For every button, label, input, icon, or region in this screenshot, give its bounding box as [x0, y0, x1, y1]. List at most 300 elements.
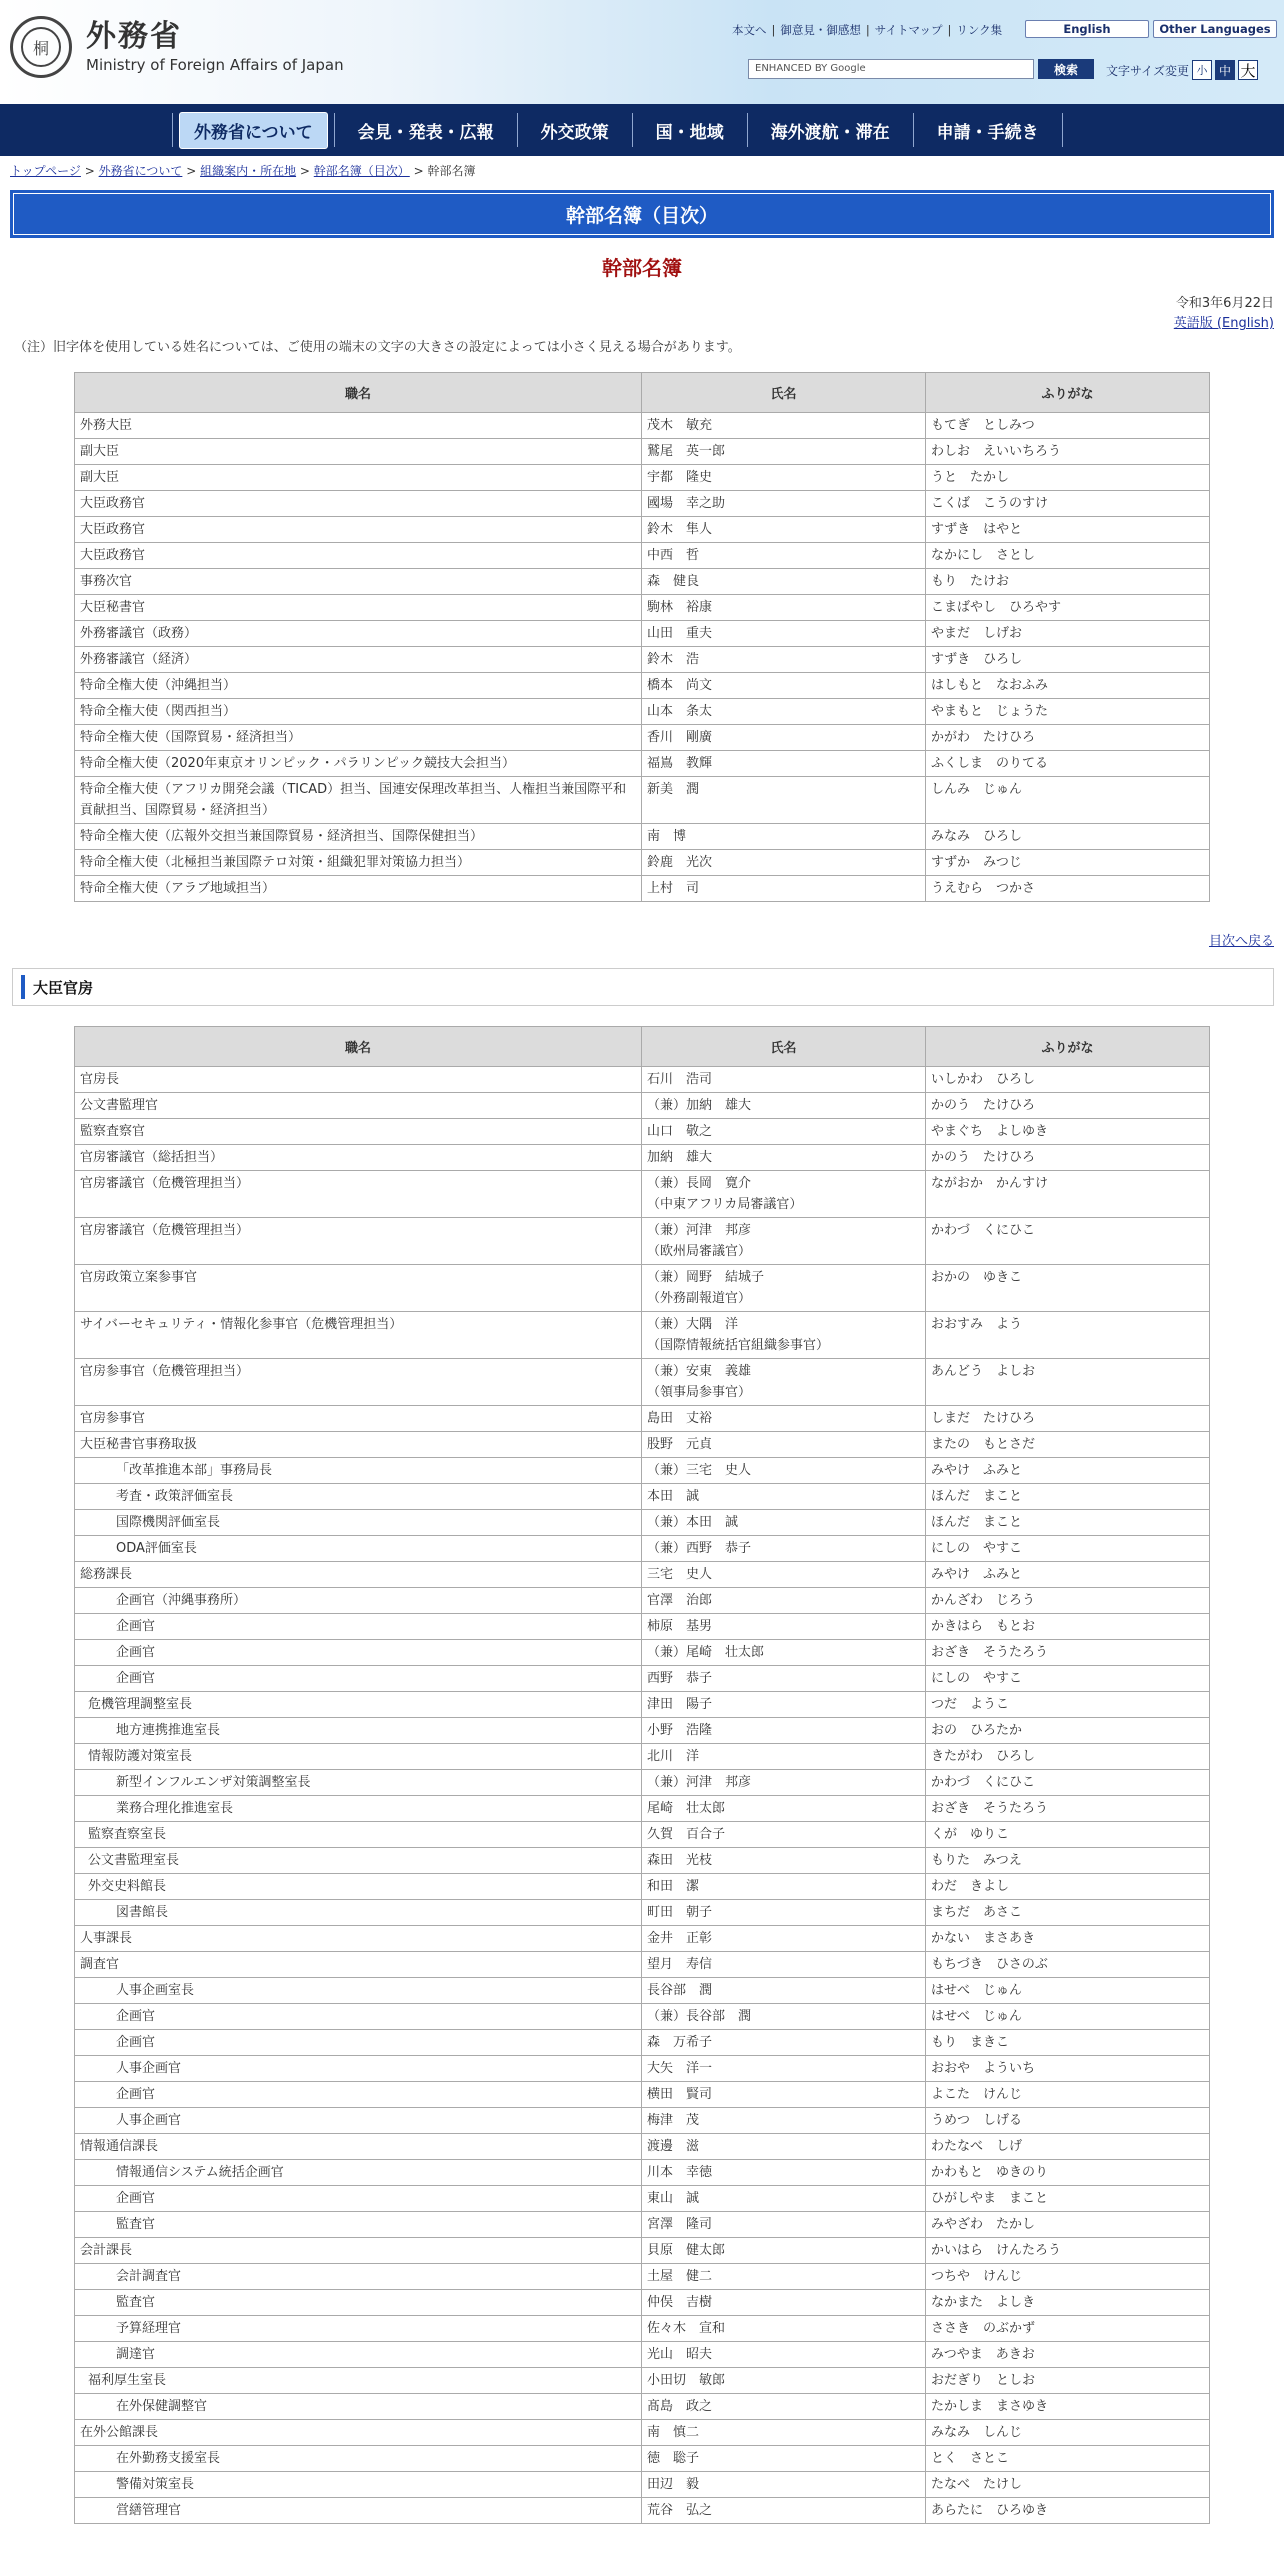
table-row	[75, 1218, 1210, 1265]
furigana-cell: かいはら けんたろう	[926, 2238, 1210, 2264]
table-row	[75, 517, 1210, 543]
furigana-cell: みつやま あきお	[926, 2342, 1210, 2368]
position-cell: 在外勤務支援室長	[75, 2446, 642, 2472]
furigana-cell: みなみ しんじ	[926, 2420, 1210, 2446]
name-cell: （兼）長岡 寛介 （中東アフリカ局審議官）	[642, 1171, 926, 1218]
furigana-cell: はせべ じゅん	[926, 2004, 1210, 2030]
position-cell: 福利厚生室長	[75, 2368, 642, 2394]
name-cell: 石川 浩司	[642, 1067, 926, 1093]
furigana-cell: いしかわ ひろし	[926, 1067, 1210, 1093]
furigana-cell: あんどう よしお	[926, 1359, 1210, 1406]
name-cell: 橋本 尚文	[642, 673, 926, 699]
name-cell: 中西 哲	[642, 543, 926, 569]
feedback-link[interactable]: 御意見・御感想	[780, 23, 861, 37]
furigana-cell: わたなべ しげ	[926, 2134, 1210, 2160]
furigana-cell: かわもと ゆきのり	[926, 2160, 1210, 2186]
name-cell: 荒谷 弘之	[642, 2498, 926, 2524]
position-cell: 外務審議官（政務）	[75, 621, 642, 647]
name-cell: （兼）安東 義雄 （領事局参事官）	[642, 1359, 926, 1406]
furigana-cell: おの ひろたか	[926, 1718, 1210, 1744]
position-cell: 情報防護対策室長	[75, 1744, 642, 1770]
table-row	[75, 824, 1210, 850]
position-cell: 調達官	[75, 2342, 642, 2368]
furigana-cell: あらたに ひろゆき	[926, 2498, 1210, 2524]
position-cell: 大臣政務官	[75, 543, 642, 569]
name-cell: 小田切 敏郎	[642, 2368, 926, 2394]
position-cell: 在外保健調整官	[75, 2394, 642, 2420]
column-header-furigana: ふりがな	[926, 373, 1210, 413]
position-cell: 調査官	[75, 1952, 642, 1978]
secretariat-table	[74, 1026, 1210, 2524]
font-size-large-button[interactable]: 大	[1238, 60, 1258, 80]
name-cell: （兼）西野 恭子	[642, 1536, 926, 1562]
back-to-index-link[interactable]: 目次へ戻る	[1208, 934, 1274, 949]
furigana-cell: ほんだ まこと	[926, 1510, 1210, 1536]
name-cell: 本田 誠	[642, 1484, 926, 1510]
table-row	[75, 1536, 1210, 1562]
position-cell: 副大臣	[75, 439, 642, 465]
nav-countries-regions[interactable]: 国・地域	[633, 113, 748, 147]
name-cell: 北川 洋	[642, 1744, 926, 1770]
table-row	[75, 699, 1210, 725]
name-cell: （兼）三宅 史人	[642, 1458, 926, 1484]
position-cell: 監察査察官	[75, 1119, 642, 1145]
position-cell: 監査官	[75, 2212, 642, 2238]
furigana-cell: たかしま まさゆき	[926, 2394, 1210, 2420]
position-cell: 外交史料館長	[75, 1874, 642, 1900]
table-row	[75, 1359, 1210, 1406]
position-cell: 公文書監理室長	[75, 1848, 642, 1874]
table-row	[75, 2394, 1210, 2420]
furigana-cell: おかの ゆきこ	[926, 1265, 1210, 1312]
name-cell: 久賀 百合子	[642, 1822, 926, 1848]
position-cell: 事務次官	[75, 569, 642, 595]
furigana-cell: とく さとこ	[926, 2446, 1210, 2472]
furigana-cell: おざき そうたろう	[926, 1796, 1210, 1822]
name-cell: 新美 潤	[642, 777, 926, 824]
position-cell: 官房審議官（危機管理担当）	[75, 1218, 642, 1265]
position-cell: 特命全権大使（国際貿易・経済担当）	[75, 725, 642, 751]
table-row	[75, 543, 1210, 569]
global-nav	[0, 104, 1284, 156]
links-link[interactable]: リンク集	[956, 23, 1003, 37]
furigana-cell: しんみ じゅん	[926, 777, 1210, 824]
name-cell: 小野 浩隆	[642, 1718, 926, 1744]
search-input[interactable]: ENHANCED BY Google	[748, 59, 1034, 79]
furigana-cell: かのう たけひろ	[926, 1093, 1210, 1119]
table-row	[75, 1265, 1210, 1312]
table-row	[75, 725, 1210, 751]
name-cell: 髙島 政之	[642, 2394, 926, 2420]
name-cell: 福嶌 教輝	[642, 751, 926, 777]
position-cell: 情報通信課長	[75, 2134, 642, 2160]
column-header-name: 氏名	[642, 373, 926, 413]
furigana-cell: こくば こうのすけ	[926, 491, 1210, 517]
table-row	[75, 2160, 1210, 2186]
furigana-cell: みなみ ひろし	[926, 824, 1210, 850]
font-size-label: 文字サイズ変更	[1106, 63, 1190, 78]
position-cell: 特命全権大使（2020年東京オリンピック・パラリンピック競技大会担当）	[75, 751, 642, 777]
table-row	[75, 2004, 1210, 2030]
name-cell: 駒林 裕康	[642, 595, 926, 621]
table-row	[75, 1510, 1210, 1536]
name-cell: 山本 条太	[642, 699, 926, 725]
position-cell: 官房参事官	[75, 1406, 642, 1432]
name-cell: 東山 誠	[642, 2186, 926, 2212]
english-version-link[interactable]: 英語版 (English)	[1173, 316, 1274, 331]
position-cell: 考査・政策評価室長	[75, 1484, 642, 1510]
name-cell: 茂木 敏充	[642, 413, 926, 439]
furigana-cell: まちだ あさこ	[926, 1900, 1210, 1926]
nav-travel[interactable]: 海外渡航・滞在	[748, 113, 914, 147]
position-cell: 危機管理調整室長	[75, 1692, 642, 1718]
table-row	[75, 2342, 1210, 2368]
name-cell: 大矢 洋一	[642, 2056, 926, 2082]
name-cell: （兼）岡野 結城子 （外務副報道官）	[642, 1265, 926, 1312]
table-row	[75, 2446, 1210, 2472]
position-cell: 企画官	[75, 2186, 642, 2212]
name-cell: （兼）本田 誠	[642, 1510, 926, 1536]
position-cell: 副大臣	[75, 465, 642, 491]
table-row	[75, 1848, 1210, 1874]
table-row	[75, 439, 1210, 465]
name-cell: 梅津 茂	[642, 2108, 926, 2134]
table-row	[75, 1666, 1210, 1692]
name-cell: 佐々木 宣和	[642, 2316, 926, 2342]
name-cell: 川本 幸徳	[642, 2160, 926, 2186]
table-row	[75, 2498, 1210, 2524]
position-cell: ODA評価室長	[75, 1536, 642, 1562]
name-cell: （兼）大隅 洋 （国際情報統括官組織参事官）	[642, 1312, 926, 1359]
furigana-cell: うめつ しげる	[926, 2108, 1210, 2134]
name-cell: （兼）河津 邦彦	[642, 1770, 926, 1796]
table-row	[75, 1312, 1210, 1359]
furigana-cell: うえむら つかさ	[926, 876, 1210, 902]
furigana-cell: かわづ くにひこ	[926, 1770, 1210, 1796]
logo-japanese: 外務省	[86, 19, 182, 54]
table-row	[75, 1432, 1210, 1458]
name-cell: 町田 朝子	[642, 1900, 926, 1926]
name-cell: 田辺 毅	[642, 2472, 926, 2498]
table-row	[75, 1171, 1210, 1218]
position-cell: 大臣政務官	[75, 517, 642, 543]
table-row	[75, 1562, 1210, 1588]
position-cell: 外務審議官（経済）	[75, 647, 642, 673]
position-cell: 図書館長	[75, 1900, 642, 1926]
furigana-cell: わしお えいいちろう	[926, 439, 1210, 465]
position-cell: 官房審議官（危機管理担当）	[75, 1171, 642, 1218]
table-row	[75, 491, 1210, 517]
furigana-cell: やまぐち よしゆき	[926, 1119, 1210, 1145]
search-form	[748, 59, 1094, 79]
column-header-name: 氏名	[642, 1027, 926, 1067]
position-cell: 大臣政務官	[75, 491, 642, 517]
name-cell: 鈴木 浩	[642, 647, 926, 673]
table-row	[75, 1718, 1210, 1744]
search-button[interactable]: 検索	[1038, 59, 1094, 79]
publish-date: 令和3年6月22日	[1175, 296, 1274, 311]
name-cell: 光山 昭夫	[642, 2342, 926, 2368]
page-subtitle: 幹部名簿	[602, 256, 682, 280]
font-size-small-button[interactable]: 小	[1192, 60, 1212, 80]
table-row	[75, 2238, 1210, 2264]
table-row	[75, 1067, 1210, 1093]
position-cell: 外務大臣	[75, 413, 642, 439]
position-cell: 予算経理官	[75, 2316, 642, 2342]
furigana-cell: かきはら もとお	[926, 1614, 1210, 1640]
name-cell: 南 博	[642, 824, 926, 850]
table-row	[75, 1484, 1210, 1510]
table-row	[75, 1952, 1210, 1978]
position-cell: 営繕管理官	[75, 2498, 642, 2524]
position-cell: 企画官（沖縄事務所）	[75, 1588, 642, 1614]
furigana-cell: またの もとさだ	[926, 1432, 1210, 1458]
position-cell: 企画官	[75, 2004, 642, 2030]
breadcrumb-organization[interactable]: 組織案内・所在地	[200, 164, 297, 178]
name-cell: 金井 正彰	[642, 1926, 926, 1952]
breadcrumb-current: 幹部名簿	[427, 164, 476, 178]
position-cell: 官房参事官（危機管理担当）	[75, 1359, 642, 1406]
table-row	[75, 2368, 1210, 2394]
position-cell: 大臣秘書官事務取扱	[75, 1432, 642, 1458]
name-cell: 長谷部 潤	[642, 1978, 926, 2004]
font-note: （注）旧字体を使用している姓名については、ご使用の端末の文字の大きさの設定によっては小さく見える場合があります。	[14, 340, 741, 355]
font-size-switcher	[1106, 60, 1258, 80]
table-row	[75, 2290, 1210, 2316]
position-cell: 大臣秘書官	[75, 595, 642, 621]
table-row	[75, 2134, 1210, 2160]
table-row	[75, 1145, 1210, 1171]
position-cell: 企画官	[75, 2030, 642, 2056]
sitemap-link[interactable]: サイトマップ	[874, 23, 943, 37]
nav-applications[interactable]: 申請・手続き	[914, 113, 1063, 147]
name-cell: 官澤 治郎	[642, 1588, 926, 1614]
position-cell: 企画官	[75, 2082, 642, 2108]
position-cell: 人事企画官	[75, 2056, 642, 2082]
breadcrumb-about[interactable]: 外務省について	[98, 164, 183, 178]
position-cell: 監察査察室長	[75, 1822, 642, 1848]
table-row	[75, 595, 1210, 621]
furigana-cell: おざき そうたろう	[926, 1640, 1210, 1666]
position-cell: 業務合理化推進室長	[75, 1796, 642, 1822]
name-cell: （兼）長谷部 潤	[642, 2004, 926, 2030]
furigana-cell: ふくしま のりてる	[926, 751, 1210, 777]
name-cell: 島田 丈裕	[642, 1406, 926, 1432]
furigana-cell: やまだ しげお	[926, 621, 1210, 647]
table-row	[75, 2082, 1210, 2108]
position-cell: 特命全権大使（北極担当兼国際テロ対策・組織犯罪対策協力担当）	[75, 850, 642, 876]
furigana-cell: よこた けんじ	[926, 2082, 1210, 2108]
table-row	[75, 1458, 1210, 1484]
furigana-cell: きたがわ ひろし	[926, 1744, 1210, 1770]
position-cell: サイバーセキュリティ・情報化参事官（危機管理担当）	[75, 1312, 642, 1359]
table-row	[75, 1588, 1210, 1614]
furigana-cell: うと たかし	[926, 465, 1210, 491]
name-cell: 貝原 健太郎	[642, 2238, 926, 2264]
site-logo[interactable]	[10, 16, 344, 78]
furigana-cell: わだ きよし	[926, 1874, 1210, 1900]
table-row	[75, 2316, 1210, 2342]
furigana-cell: にしの やすこ	[926, 1536, 1210, 1562]
furigana-cell: たなべ たけし	[926, 2472, 1210, 2498]
table-row	[75, 1874, 1210, 1900]
table-row	[75, 876, 1210, 902]
furigana-cell: ひがしやま まこと	[926, 2186, 1210, 2212]
breadcrumb-top[interactable]: トップページ	[10, 164, 81, 178]
table-row	[75, 2030, 1210, 2056]
table-row	[75, 2420, 1210, 2446]
seal-glyph: 桐	[21, 27, 61, 67]
furigana-cell: みやけ ふみと	[926, 1458, 1210, 1484]
table-row	[75, 1978, 1210, 2004]
table-row	[75, 1119, 1210, 1145]
position-cell: 特命全権大使（アラブ地域担当）	[75, 876, 642, 902]
name-cell: 山田 重夫	[642, 621, 926, 647]
furigana-cell: おおや よういち	[926, 2056, 1210, 2082]
furigana-cell: ながおか かんすけ	[926, 1171, 1210, 1218]
site-header	[0, 0, 1284, 104]
table-row	[75, 465, 1210, 491]
name-cell: 股野 元貞	[642, 1432, 926, 1458]
table-row	[75, 1406, 1210, 1432]
position-cell: 企画官	[75, 1640, 642, 1666]
table-row	[75, 751, 1210, 777]
position-cell: 特命全権大使（広報外交担当兼国際貿易・経済担当、国際保健担当）	[75, 824, 642, 850]
name-cell: 渡邊 滋	[642, 2134, 926, 2160]
position-cell: 企画官	[75, 1614, 642, 1640]
column-header-furigana: ふりがな	[926, 1027, 1210, 1067]
furigana-cell: おだぎり としお	[926, 2368, 1210, 2394]
furigana-cell: すずき はやと	[926, 517, 1210, 543]
table-row	[75, 777, 1210, 824]
position-cell: 国際機関評価室長	[75, 1510, 642, 1536]
name-cell: 加納 雄大	[642, 1145, 926, 1171]
name-cell: 香川 剛廣	[642, 725, 926, 751]
position-cell: 総務課長	[75, 1562, 642, 1588]
position-cell: 人事企画官	[75, 2108, 642, 2134]
furigana-cell: ささき のぶかず	[926, 2316, 1210, 2342]
skip-to-content-link[interactable]: 本文へ	[732, 23, 767, 37]
breadcrumb: トップページ > 外務省について > 組織案内・所在地 > 幹部名簿（目次） > 幹部名簿	[10, 164, 476, 178]
table-row	[75, 1614, 1210, 1640]
position-cell: 情報通信システム統括企画官	[75, 2160, 642, 2186]
furigana-cell: つちや けんじ	[926, 2264, 1210, 2290]
table-row	[75, 673, 1210, 699]
furigana-cell: かない まさあき	[926, 1926, 1210, 1952]
position-cell: 新型インフルエンザ対策調整室長	[75, 1770, 642, 1796]
nav-foreign-policy[interactable]: 外交政策	[518, 113, 633, 147]
nav-about-mofa[interactable]: 外務省について	[172, 113, 335, 147]
table-row	[75, 1822, 1210, 1848]
furigana-cell: おおすみ よう	[926, 1312, 1210, 1359]
table-row	[75, 413, 1210, 439]
mofa-seal-icon	[10, 16, 72, 78]
name-cell: 南 慎二	[642, 2420, 926, 2446]
english-button[interactable]: English	[1025, 20, 1149, 38]
position-cell: 企画官	[75, 1666, 642, 1692]
position-cell: 会計課長	[75, 2238, 642, 2264]
table-row	[75, 2186, 1210, 2212]
position-cell: 在外公館課長	[75, 2420, 642, 2446]
table-row	[75, 2472, 1210, 2498]
name-cell: 森田 光枝	[642, 1848, 926, 1874]
other-languages-button[interactable]: Other Languages	[1153, 20, 1277, 38]
furigana-cell: かのう たけひろ	[926, 1145, 1210, 1171]
position-cell: 官房政策立案参事官	[75, 1265, 642, 1312]
name-cell: 森 万希子	[642, 2030, 926, 2056]
position-cell: 「改革推進本部」事務局長	[75, 1458, 642, 1484]
position-cell: 特命全権大使（関西担当）	[75, 699, 642, 725]
position-cell: 会計調査官	[75, 2264, 642, 2290]
section-accent-bar	[21, 975, 25, 999]
furigana-cell: ほんだ まこと	[926, 1484, 1210, 1510]
name-cell: 和田 潔	[642, 1874, 926, 1900]
position-cell: 人事企画室長	[75, 1978, 642, 2004]
name-cell: 尾崎 壮太郎	[642, 1796, 926, 1822]
furigana-cell: すずき ひろし	[926, 647, 1210, 673]
furigana-cell: なかまた よしき	[926, 2290, 1210, 2316]
furigana-cell: はしもと なおふみ	[926, 673, 1210, 699]
name-cell: 横田 賢司	[642, 2082, 926, 2108]
furigana-cell: しまだ たけひろ	[926, 1406, 1210, 1432]
furigana-cell: くが ゆりこ	[926, 1822, 1210, 1848]
furigana-cell: かがわ たけひろ	[926, 725, 1210, 751]
name-cell: 森 健良	[642, 569, 926, 595]
furigana-cell: かわづ くにひこ	[926, 1218, 1210, 1265]
nav-press[interactable]: 会見・発表・広報	[335, 113, 518, 147]
name-cell: 三宅 史人	[642, 1562, 926, 1588]
position-cell: 官房長	[75, 1067, 642, 1093]
table-row	[75, 2056, 1210, 2082]
name-cell: 宮澤 隆司	[642, 2212, 926, 2238]
logo-english: Ministry of Foreign Affairs of Japan	[86, 56, 344, 74]
table-row	[75, 2264, 1210, 2290]
name-cell: 山口 敬之	[642, 1119, 926, 1145]
breadcrumb-roster-index[interactable]: 幹部名簿（目次）	[313, 164, 410, 178]
column-header-title: 職名	[75, 1027, 642, 1067]
font-size-medium-button[interactable]: 中	[1215, 60, 1235, 80]
furigana-cell: かんざわ じろう	[926, 1588, 1210, 1614]
position-cell: 人事課長	[75, 1926, 642, 1952]
position-cell: 公文書監理官	[75, 1093, 642, 1119]
name-cell: （兼）加納 雄大	[642, 1093, 926, 1119]
furigana-cell: もりた みつえ	[926, 1848, 1210, 1874]
furigana-cell: はせべ じゅん	[926, 1978, 1210, 2004]
table-row	[75, 1093, 1210, 1119]
table-row	[75, 1744, 1210, 1770]
name-cell: 土屋 健二	[642, 2264, 926, 2290]
executives-table	[74, 372, 1210, 902]
name-cell: 上村 司	[642, 876, 926, 902]
name-cell: 徳 聡子	[642, 2446, 926, 2472]
table-row	[75, 1640, 1210, 1666]
table-row	[75, 1796, 1210, 1822]
name-cell: 望月 寿信	[642, 1952, 926, 1978]
name-cell: 柿原 基男	[642, 1614, 926, 1640]
name-cell: 鷲尾 英一郎	[642, 439, 926, 465]
furigana-cell: もちづき ひさのぶ	[926, 1952, 1210, 1978]
utility-links: 本文へ | 御意見・御感想 | サイトマップ | リンク集	[732, 23, 1003, 37]
name-cell: （兼）河津 邦彦 （欧州局審議官）	[642, 1218, 926, 1265]
furigana-cell: やまもと じょうた	[926, 699, 1210, 725]
furigana-cell: みやざわ たかし	[926, 2212, 1210, 2238]
name-cell: 宇都 隆史	[642, 465, 926, 491]
table-row	[75, 621, 1210, 647]
furigana-cell: つだ ようこ	[926, 1692, 1210, 1718]
section-header-ministers-secretariat	[12, 968, 1274, 1006]
furigana-cell: すずか みつじ	[926, 850, 1210, 876]
position-cell: 官房審議官（総括担当）	[75, 1145, 642, 1171]
